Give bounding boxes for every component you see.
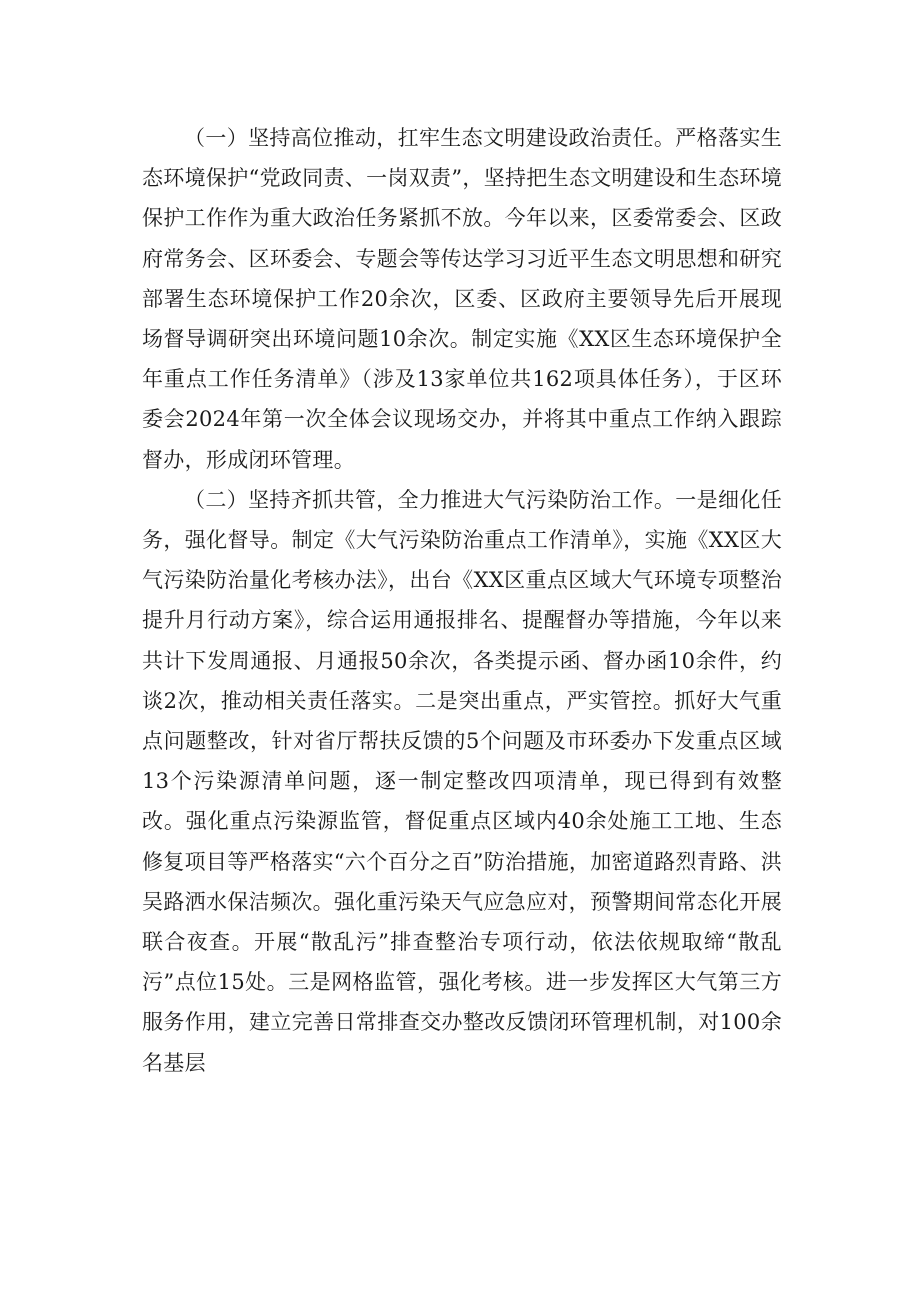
document-body <box>142 118 782 1083</box>
paragraph-1: （一）坚持高位推动，扛牢生态文明建设政治责任。严格落实生态环境保护“党政同责、一岗双责”，坚持把生态文明建设和生态环境保护工作作为重大政治任务紧抓不放。今年以来，区委常委会、区政府常务会、区环委会、专题会等传达学习习近平生态文明思想和研究部署生态环境保护工作20余次，区委、区政府主要领导先后开展现场督导调研突出环境问题10余次。制定实施《XX区生态环境保护全年重点工作任务清单》（涉及13家单位共162项具体任务），于区环委会2024年第一次全体会议现场交办，并将其中重点工作纳入跟踪督办，形成闭环管理。 <box>142 126 782 472</box>
paragraph-2: （二）坚持齐抓共管，全力推进大气污染防治工作。一是细化任务，强化督导。制定《大气污染防治重点工作清单》，实施《XX区大气污染防治量化考核办法》，出台《XX区重点区域大气环境专项整治提升月行动方案》，综合运用通报排名、提醒督办等措施，今年以来共计下发周通报、月通报50余次，各类提示函、督办函10余件，约谈2次，推动相关责任落实。二是突出重点，严实管控。抓好大气重点问题整改，针对省厅帮扶反馈的5个问题及市环委办下发重点区域13个污染源清单问题，逐一制定整改四项清单，现已得到有效整改。强化重点污染源监管，督促重点区域内40余处施工工地、生态修复项目等严格落实“六个百分之百”防治措施，加密道路烈青路、洪吴路洒水保洁频次。强化重污染天气应急应对，预警期间常态化开展联合夜查。开展“散乱污”排查整治专项行动，依法依规取缔“散乱污”点位15处。三是网格监管，强化考核。进一步发挥区大气第三方服务作用，建立完善日常排查交办整改反馈闭环管理机制，对100余名基层 <box>142 487 782 1075</box>
